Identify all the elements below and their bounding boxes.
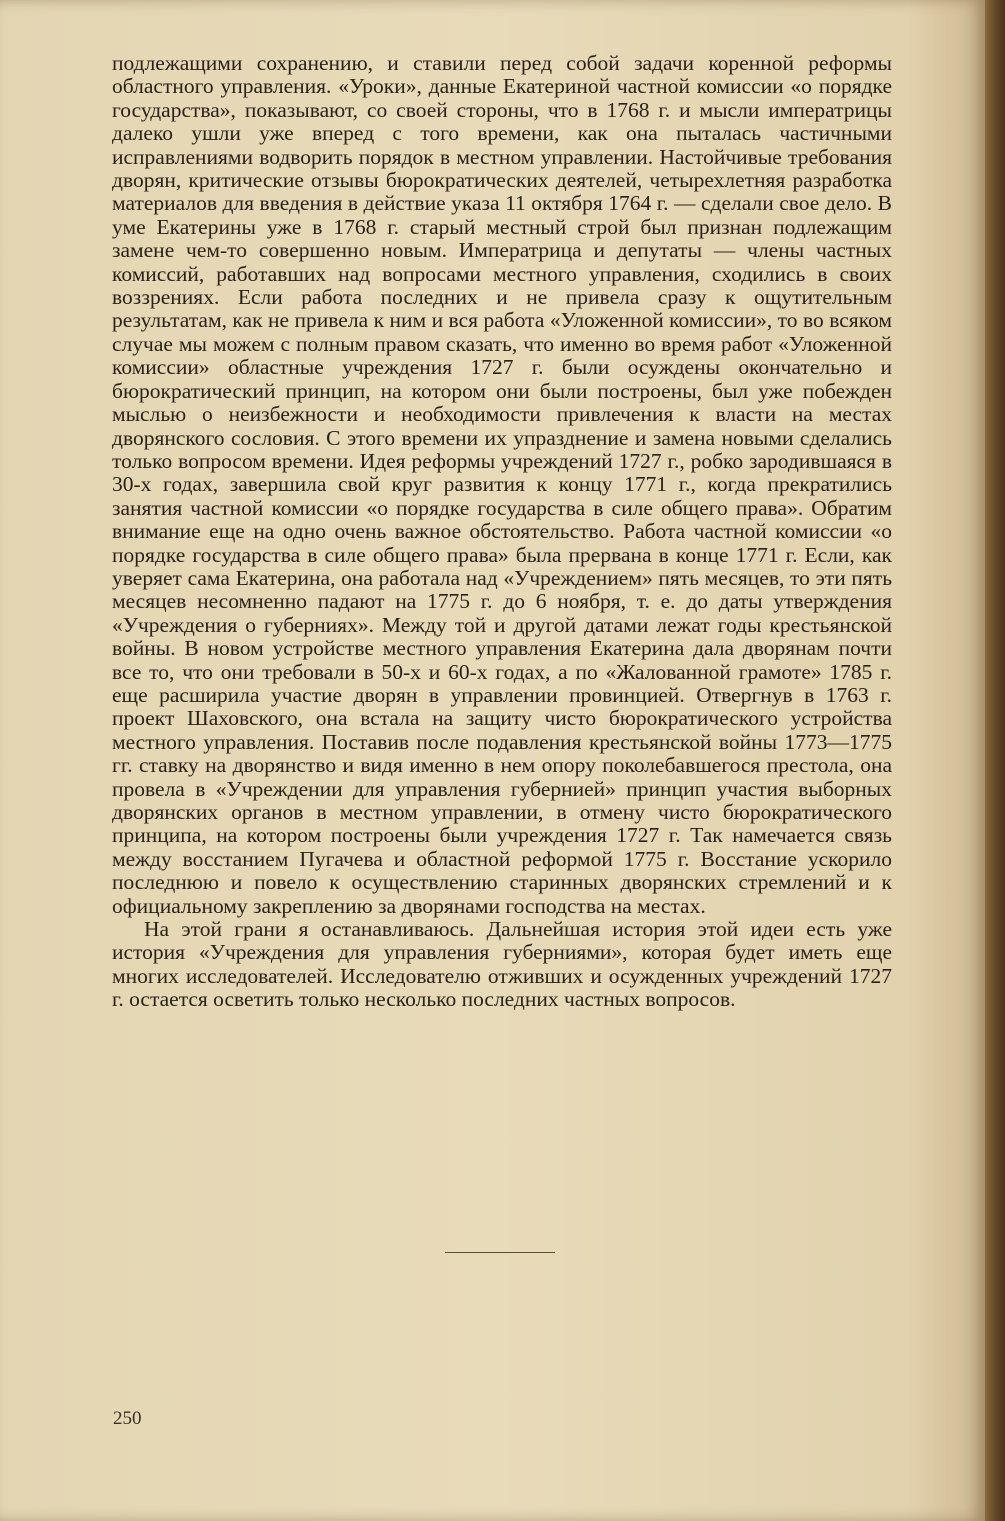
section-separator [445, 1252, 555, 1253]
paragraph-2: На этой грани я останавливаюсь. Дальнейшая история этой идеи есть уже история «Учреждения для управления губерниями», которая будет иметь еще многих исследователей. Исследователю отживших и осужденных учреждений 1727 г. остается осветить только несколько последних частных вопросов. [112, 917, 892, 1012]
book-spine-edge [985, 0, 1005, 1521]
paragraph-1: подлежащими сохранению, и ставили перед собой задачи коренной реформы областного управления. «Уроки», данные Екатериной частной комиссии «о порядке государства», показывают, со своей стороны, что в 1768 г. и мысли императрицы далеко ушли уже вперед с того времени, как она пыталась частичными исправлениями водворить порядок в местном управлении. Настойчивые требования дворян, критические отзывы бюрократических деятелей, четырехлетняя разработка материалов для введения в действие указа 11 октября 1764 г. — сделали свое дело. В уме Екатерины уже в 1768 г. старый местный строй был признан подлежащим замене чем-то совершенно новым. Императрица и депутаты — члены частных комиссий, работавших над вопросами местного управления, сходились в своих воззрениях. Если работа последних и не привела сразу к ощутительным результатам, как не привела к ним и вся работа «Уложенной комиссии», то во всяком случае мы можем с полным правом сказать, что именно во время работ «Уложенной комиссии» областные учреждения 1727 г. были осуждены окончательно и бюрократический принцип, на котором они были построены, был уже побежден мыслью о неизбежности и необходимости привлечения к власти на местах дворянского сословия. С этого времени их упразднение и замена новыми сделались только вопросом времени. Идея реформы учреждений 1727 г., робко зародившаяся в 30-х годах, завершила свой круг развития к концу 1771 г., когда прекратились занятия частной комиссии «о порядке государства в силе общего права». Обратим внимание еще на одно очень важное обстоятельство. Работа частной комиссии «о порядке государства в силе общего права» была прервана в конце 1771 г. Если, как уверяет сама Екатерина, она работала над «Учреждением» пять месяцев, то эти пять месяцев несомненно падают на 1775 г. до 6 ноября, т. е. до даты утверждения «Учреждения о губерниях». Между той и другой датами лежат годы крестьянской войны. В новом устройстве местного управления Екатерина дала дворянам почти все то, что они требовали в 50-х и 60-х годах, а по «Жалованной грамоте» 1785 г. еще расширила участие дворян в управлении провинцией. Отвергнув в 1763 г. проект Шаховского, она встала на защиту чисто бюрократического устройства местного управления. Поставив после подавления крестьянской войны 1773—1775 гг. ставку на дворянство и видя именно в нем опору поколебавшегося престола, она провела в «Учреждении для управления губернией» принцип участия выборных дворянских органов в местном управлении, в отмену чисто бюрократического принципа, на котором построены были учреждения 1727 г. Так намечается связь между восстанием Пугачева и областной реформой 1775 г. Восстание ускорило последнюю и повело к осуществлению старинных дворянских стремлений и к официальному закреплению за дворянами господства на местах. [112, 51, 892, 918]
body-text [112, 52, 892, 1012]
page-number: 250 [113, 1408, 142, 1429]
